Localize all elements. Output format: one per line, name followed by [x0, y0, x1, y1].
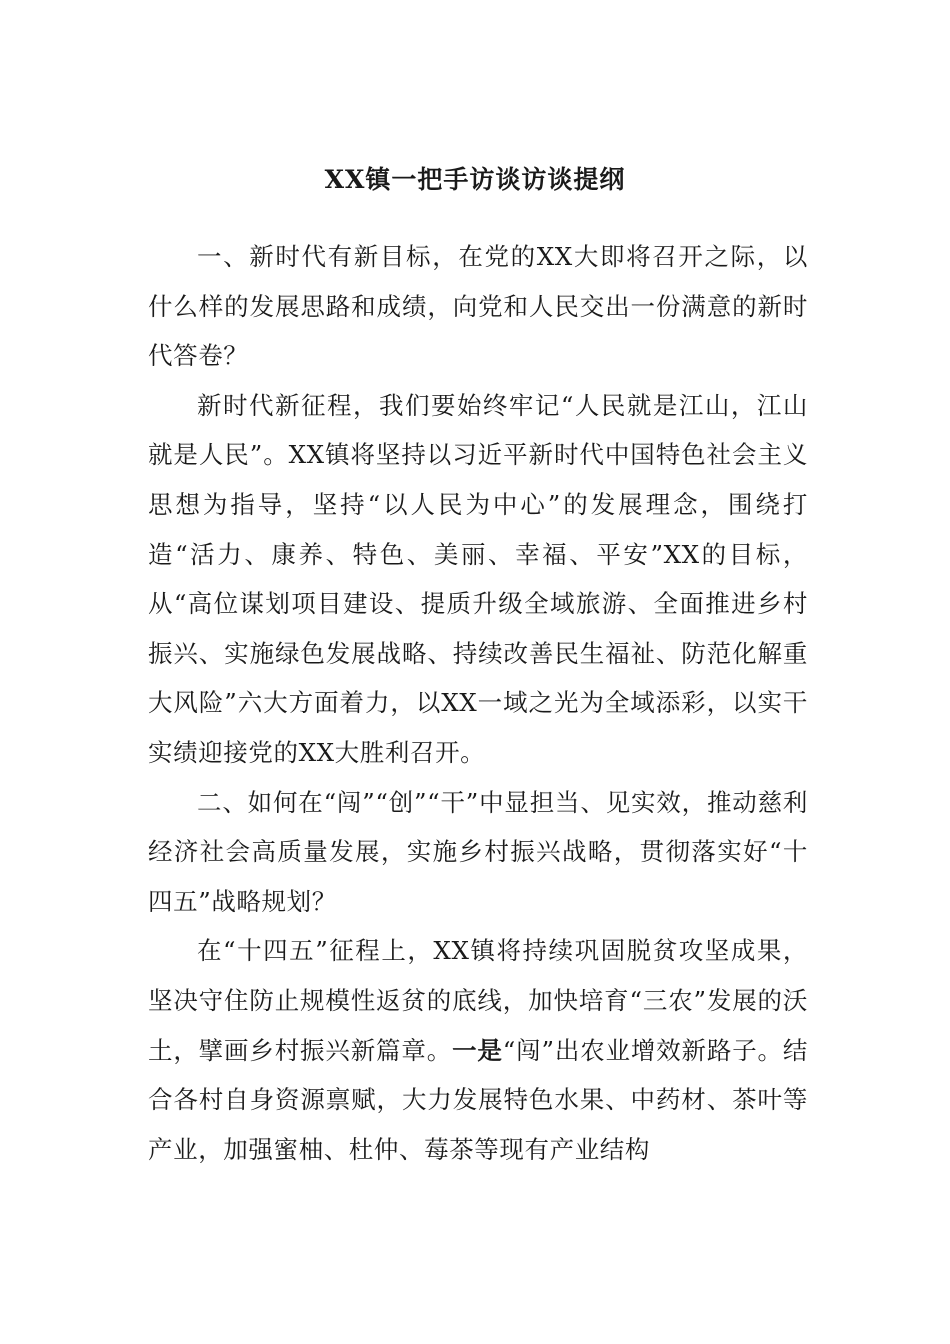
paragraph-answer-2-bold-marker: 一是: [452, 1035, 503, 1065]
paragraph-answer-2-rest: “闯”出农业增效新路子。结合各村自身资源禀赋，大力发展特色水果、中药材、茶叶等产业，加强蜜柚、杜仲、莓茶等现有产业结构: [148, 1035, 808, 1164]
document-title: XX镇一把手访谈访谈提纲: [324, 165, 626, 194]
paragraph-answer-1: 新时代新征程，我们要始终牢记“人民就是江山，江山就是人民”。XX镇将坚持以习近平新时代中国特色社会主义思想为指导，坚持“以人民为中心”的发展理念，围绕打造“活力、康养、特色、美丽、幸福、平安”XX的目标，从“高位谋划项目建设、提质升级全域旅游、全面推进乡村振兴、实施绿色发展战略、持续改善民生福祉、防范化解重大风险”六大方面着力，以XX一域之光为全域添彩，以实干实绩迎接党的XX大胜利召开。: [148, 390, 808, 767]
paragraph-question-1: 一、新时代有新目标，在党的XX大即将召开之际，以什么样的发展思路和成绩，向党和人民交出一份满意的新时代答卷？: [148, 242, 808, 371]
paragraph-answer-2: [148, 926, 808, 1174]
paragraph-answer-2-lead: 在“十四五”征程上，XX镇将持续巩固脱贫攻坚成果，坚决守住防止规模性返贫的底线，加快培育“三农”发展的沃土，擘画乡村振兴新篇章。: [148, 936, 808, 1065]
document-body: [148, 232, 808, 1174]
paragraph-question-2: 二、如何在“闯”“创”“干”中显担当、见实效，推动慈利经济社会高质量发展，实施乡村振兴战略，贯彻落实好“十四五”战略规划？: [148, 787, 808, 916]
